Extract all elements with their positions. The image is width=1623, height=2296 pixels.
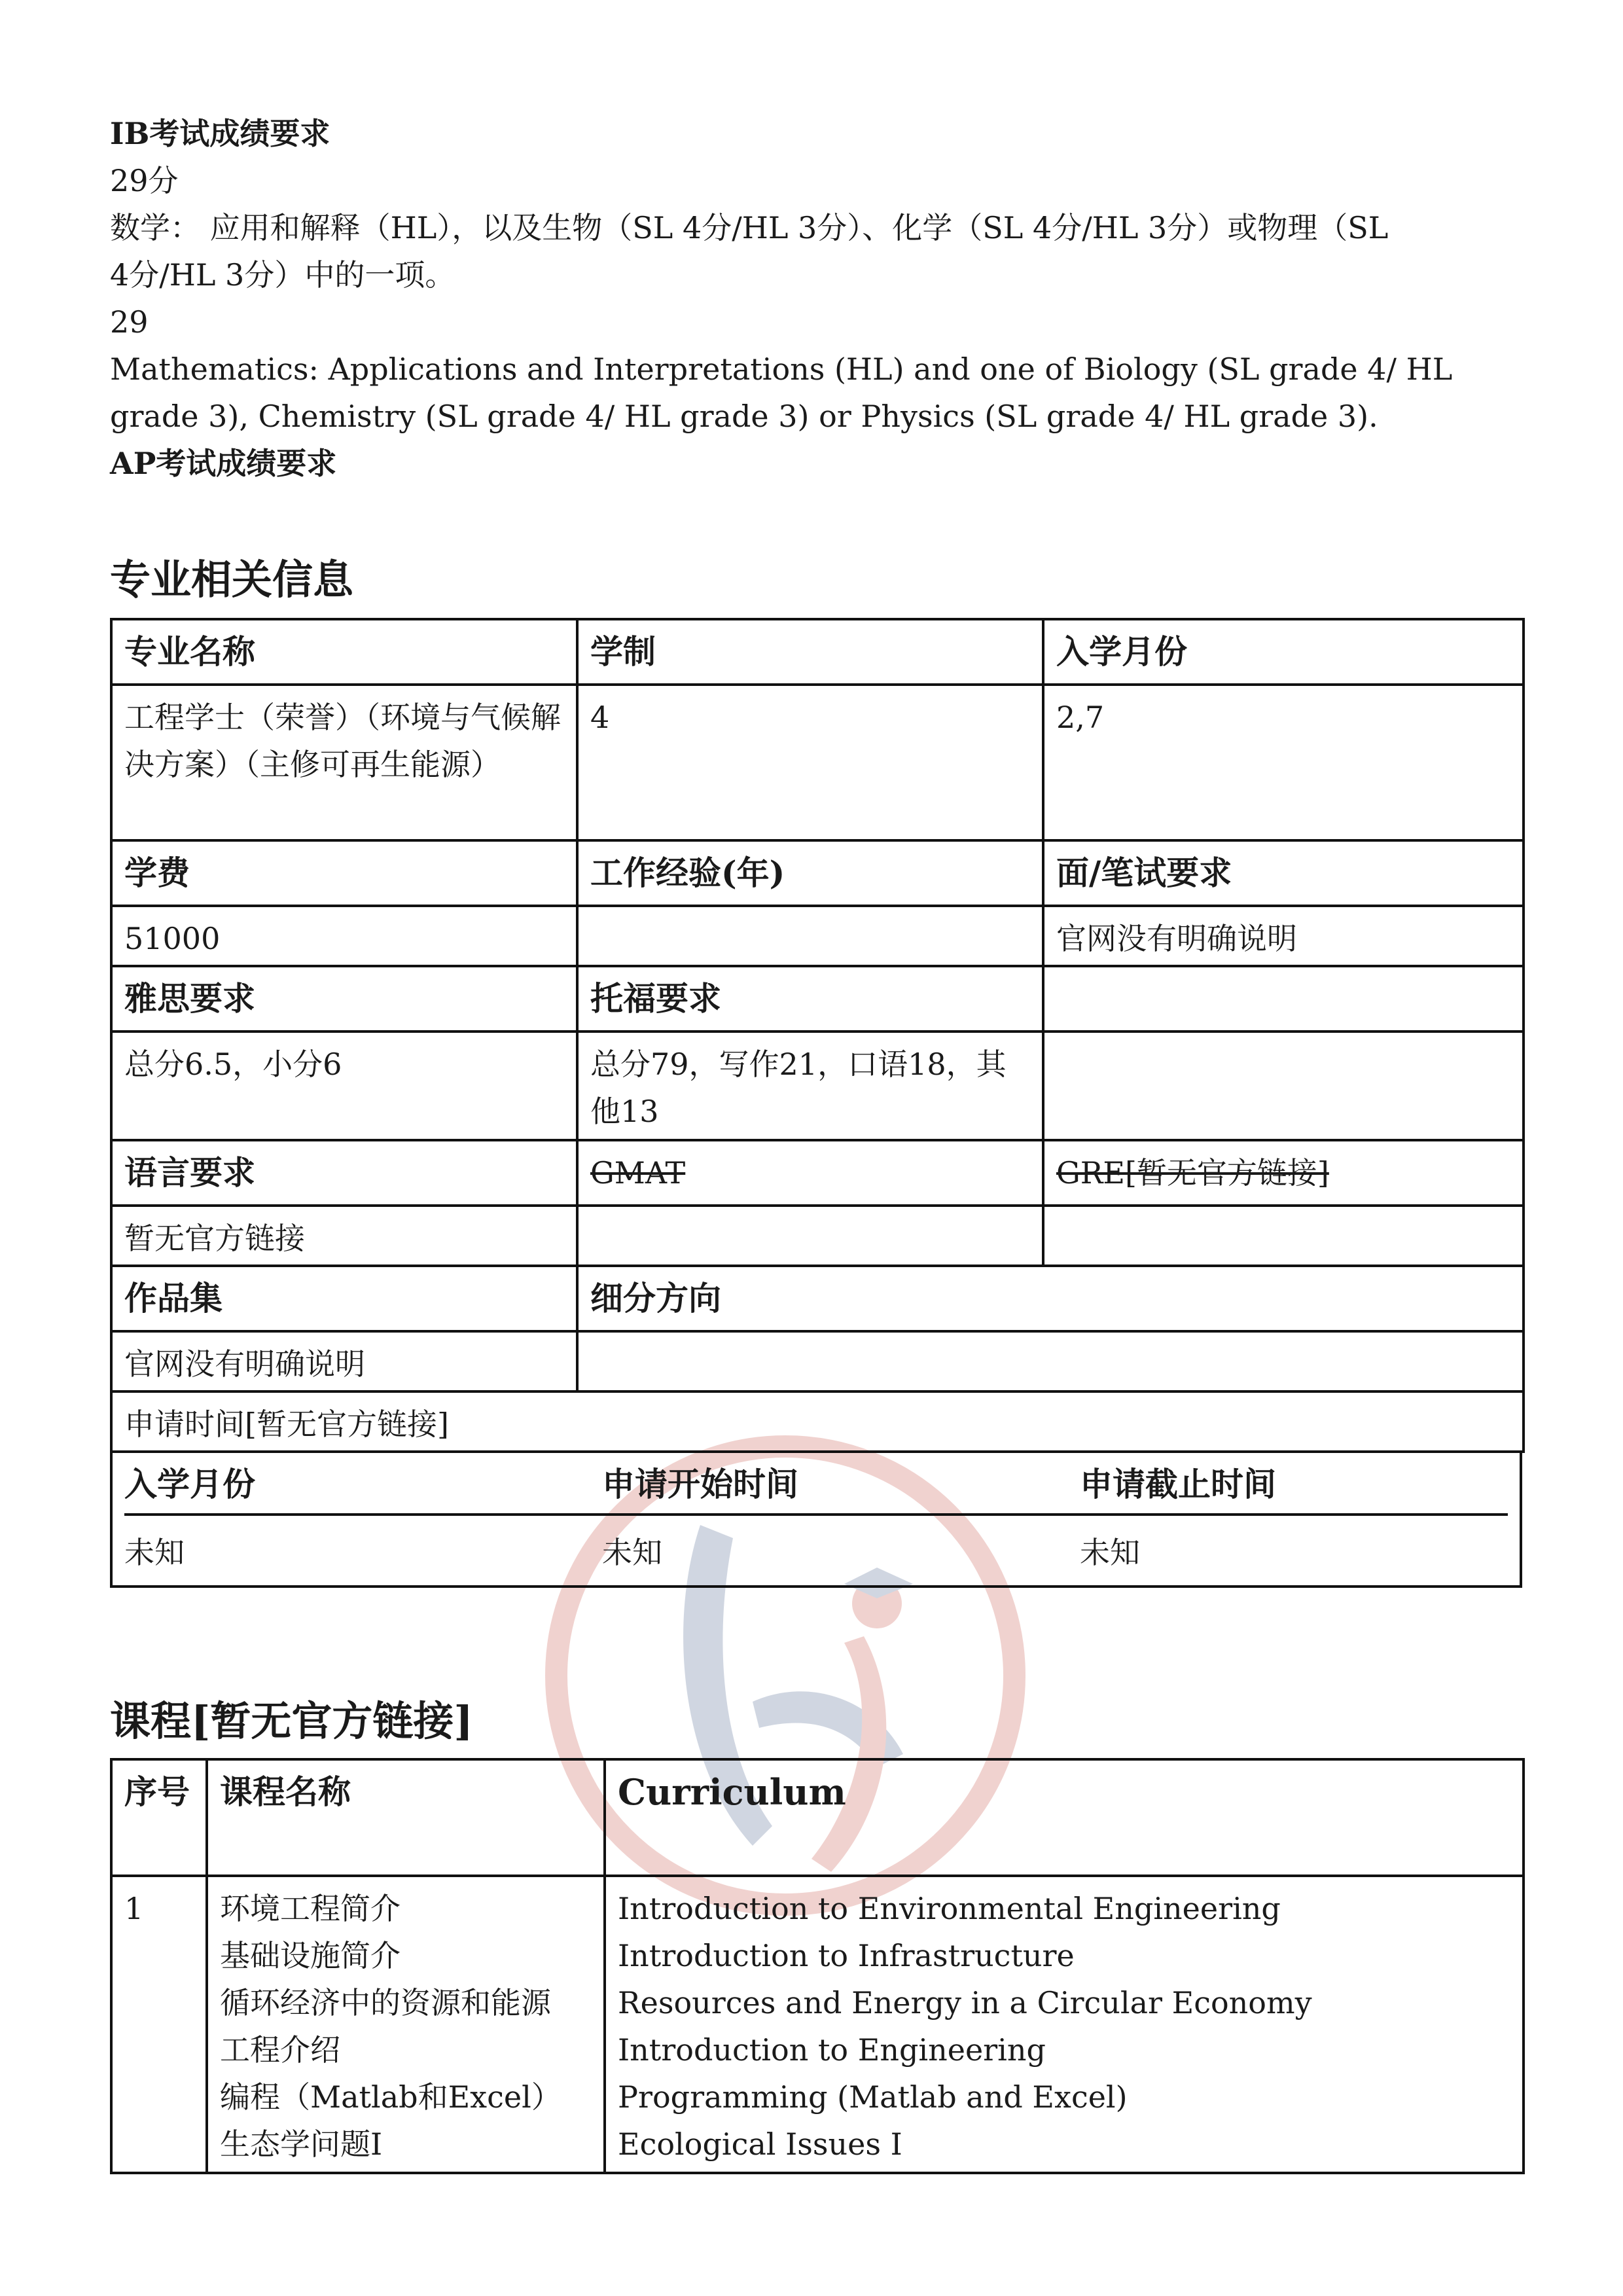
header-specialization: 细分方向: [577, 1266, 1524, 1331]
header-gmat: GMAT: [577, 1140, 1043, 1206]
value-work-experience: [577, 906, 1043, 966]
application-timing-header: [124, 1450, 1508, 1516]
header-tuition: 学费: [111, 840, 577, 906]
header-course-name: 课程名称: [207, 1759, 605, 1876]
value-toefl: 总分79，写作21，口语18，其他13: [577, 1031, 1043, 1140]
courses-table: [110, 1758, 1525, 2174]
course-names-en: [605, 1876, 1524, 2173]
list-item: Programming (Matlab and Excel): [618, 2079, 1128, 2115]
application-time-label: 申请时间[暂无官方链接]: [111, 1391, 1524, 1452]
ib-heading: IB考试成绩要求: [110, 116, 330, 151]
value-gmat: [577, 1206, 1043, 1266]
course-names-cn: [207, 1876, 605, 2173]
value-empty: [1043, 1031, 1524, 1140]
header-portfolio: 作品集: [111, 1266, 577, 1331]
header-app-start: 申请开始时间: [602, 1465, 798, 1503]
ib-score-cn: 29分: [110, 163, 179, 198]
ap-heading: AP考试成绩要求: [110, 446, 337, 481]
value-specialization: [577, 1331, 1524, 1391]
list-item: 编程（Matlab和Excel）: [220, 2079, 562, 2115]
header-app-intake-month: 入学月份: [124, 1465, 255, 1503]
ib-requirement-en-1: Mathematics: Applications and Interpretations (HL) and one of Biology (SL grade 4/ HL: [110, 351, 1453, 387]
ib-score-en: 29: [110, 304, 149, 340]
header-ielts: 雅思要求: [111, 966, 577, 1031]
value-gre: [1043, 1206, 1524, 1266]
value-app-deadline: 未知: [1080, 1535, 1140, 1570]
header-empty: [1043, 966, 1524, 1031]
header-intake-month: 入学月份: [1043, 619, 1524, 685]
header-course-index: 序号: [111, 1759, 207, 1876]
ib-requirement-en-2: grade 3), Chemistry (SL grade 4/ HL grade 3) or Physics (SL grade 4/ HL grade 3).: [110, 399, 1378, 434]
list-item: Resources and Energy in a Circular Economy: [618, 1985, 1312, 2020]
header-toefl: 托福要求: [577, 966, 1043, 1031]
table-row: [111, 1876, 1524, 2173]
value-duration: 4: [577, 685, 1043, 840]
value-intake-month: 2,7: [1043, 685, 1524, 840]
list-item: 环境工程简介: [220, 1891, 401, 1926]
value-app-intake-month: 未知: [124, 1535, 185, 1570]
list-item: 工程介绍: [220, 2032, 340, 2068]
value-tuition: 51000: [111, 906, 577, 966]
list-item: Introduction to Environmental Engineering: [618, 1891, 1281, 1926]
list-item: Introduction to Engineering: [618, 2032, 1046, 2068]
application-timing-row: [124, 1516, 1508, 1585]
list-item: Introduction to Infrastructure: [618, 1938, 1075, 1973]
value-portfolio: 官网没有明确说明: [111, 1331, 577, 1391]
list-item: 生态学问题I: [220, 2126, 383, 2162]
value-language-requirement: 暂无官方链接: [111, 1206, 577, 1266]
header-major-name: 专业名称: [111, 619, 577, 685]
header-gre: GRE[暂无官方链接]: [1043, 1140, 1524, 1206]
value-app-start: 未知: [602, 1535, 662, 1570]
ib-requirement-cn-2: 4分/HL 3分）中的一项。: [110, 257, 455, 293]
program-info-table: [110, 618, 1525, 1453]
header-interview-requirement: 面/笔试要求: [1043, 840, 1524, 906]
ib-requirements: [110, 110, 1522, 487]
value-major-name: 工程学士（荣誉）（环境与气候解决方案）（主修可再生能源）: [111, 685, 577, 840]
header-duration: 学制: [577, 619, 1043, 685]
value-interview-requirement: 官网没有明确说明: [1043, 906, 1524, 966]
application-timing-table: [110, 1450, 1522, 1588]
header-language-requirement: 语言要求: [111, 1140, 577, 1206]
header-work-experience: 工作经验(年): [577, 840, 1043, 906]
courses-section-title: 课程[暂无官方链接]: [110, 1697, 473, 1745]
course-index: 1: [111, 1876, 207, 2173]
list-item: 基础设施简介: [220, 1938, 401, 1973]
header-curriculum: Curriculum: [605, 1759, 1524, 1876]
header-app-deadline: 申请截止时间: [1080, 1465, 1276, 1503]
list-item: 循环经济中的资源和能源: [220, 1985, 551, 2020]
value-ielts: 总分6.5，小分6: [111, 1031, 577, 1140]
ib-requirement-cn-1: 数学： 应用和解释（HL），以及生物（SL 4分/HL 3分）、化学（SL 4分/HL 3分）或物理（SL: [110, 210, 1389, 245]
list-item: Ecological Issues I: [618, 2126, 902, 2162]
program-section-title: 专业相关信息: [110, 556, 354, 603]
